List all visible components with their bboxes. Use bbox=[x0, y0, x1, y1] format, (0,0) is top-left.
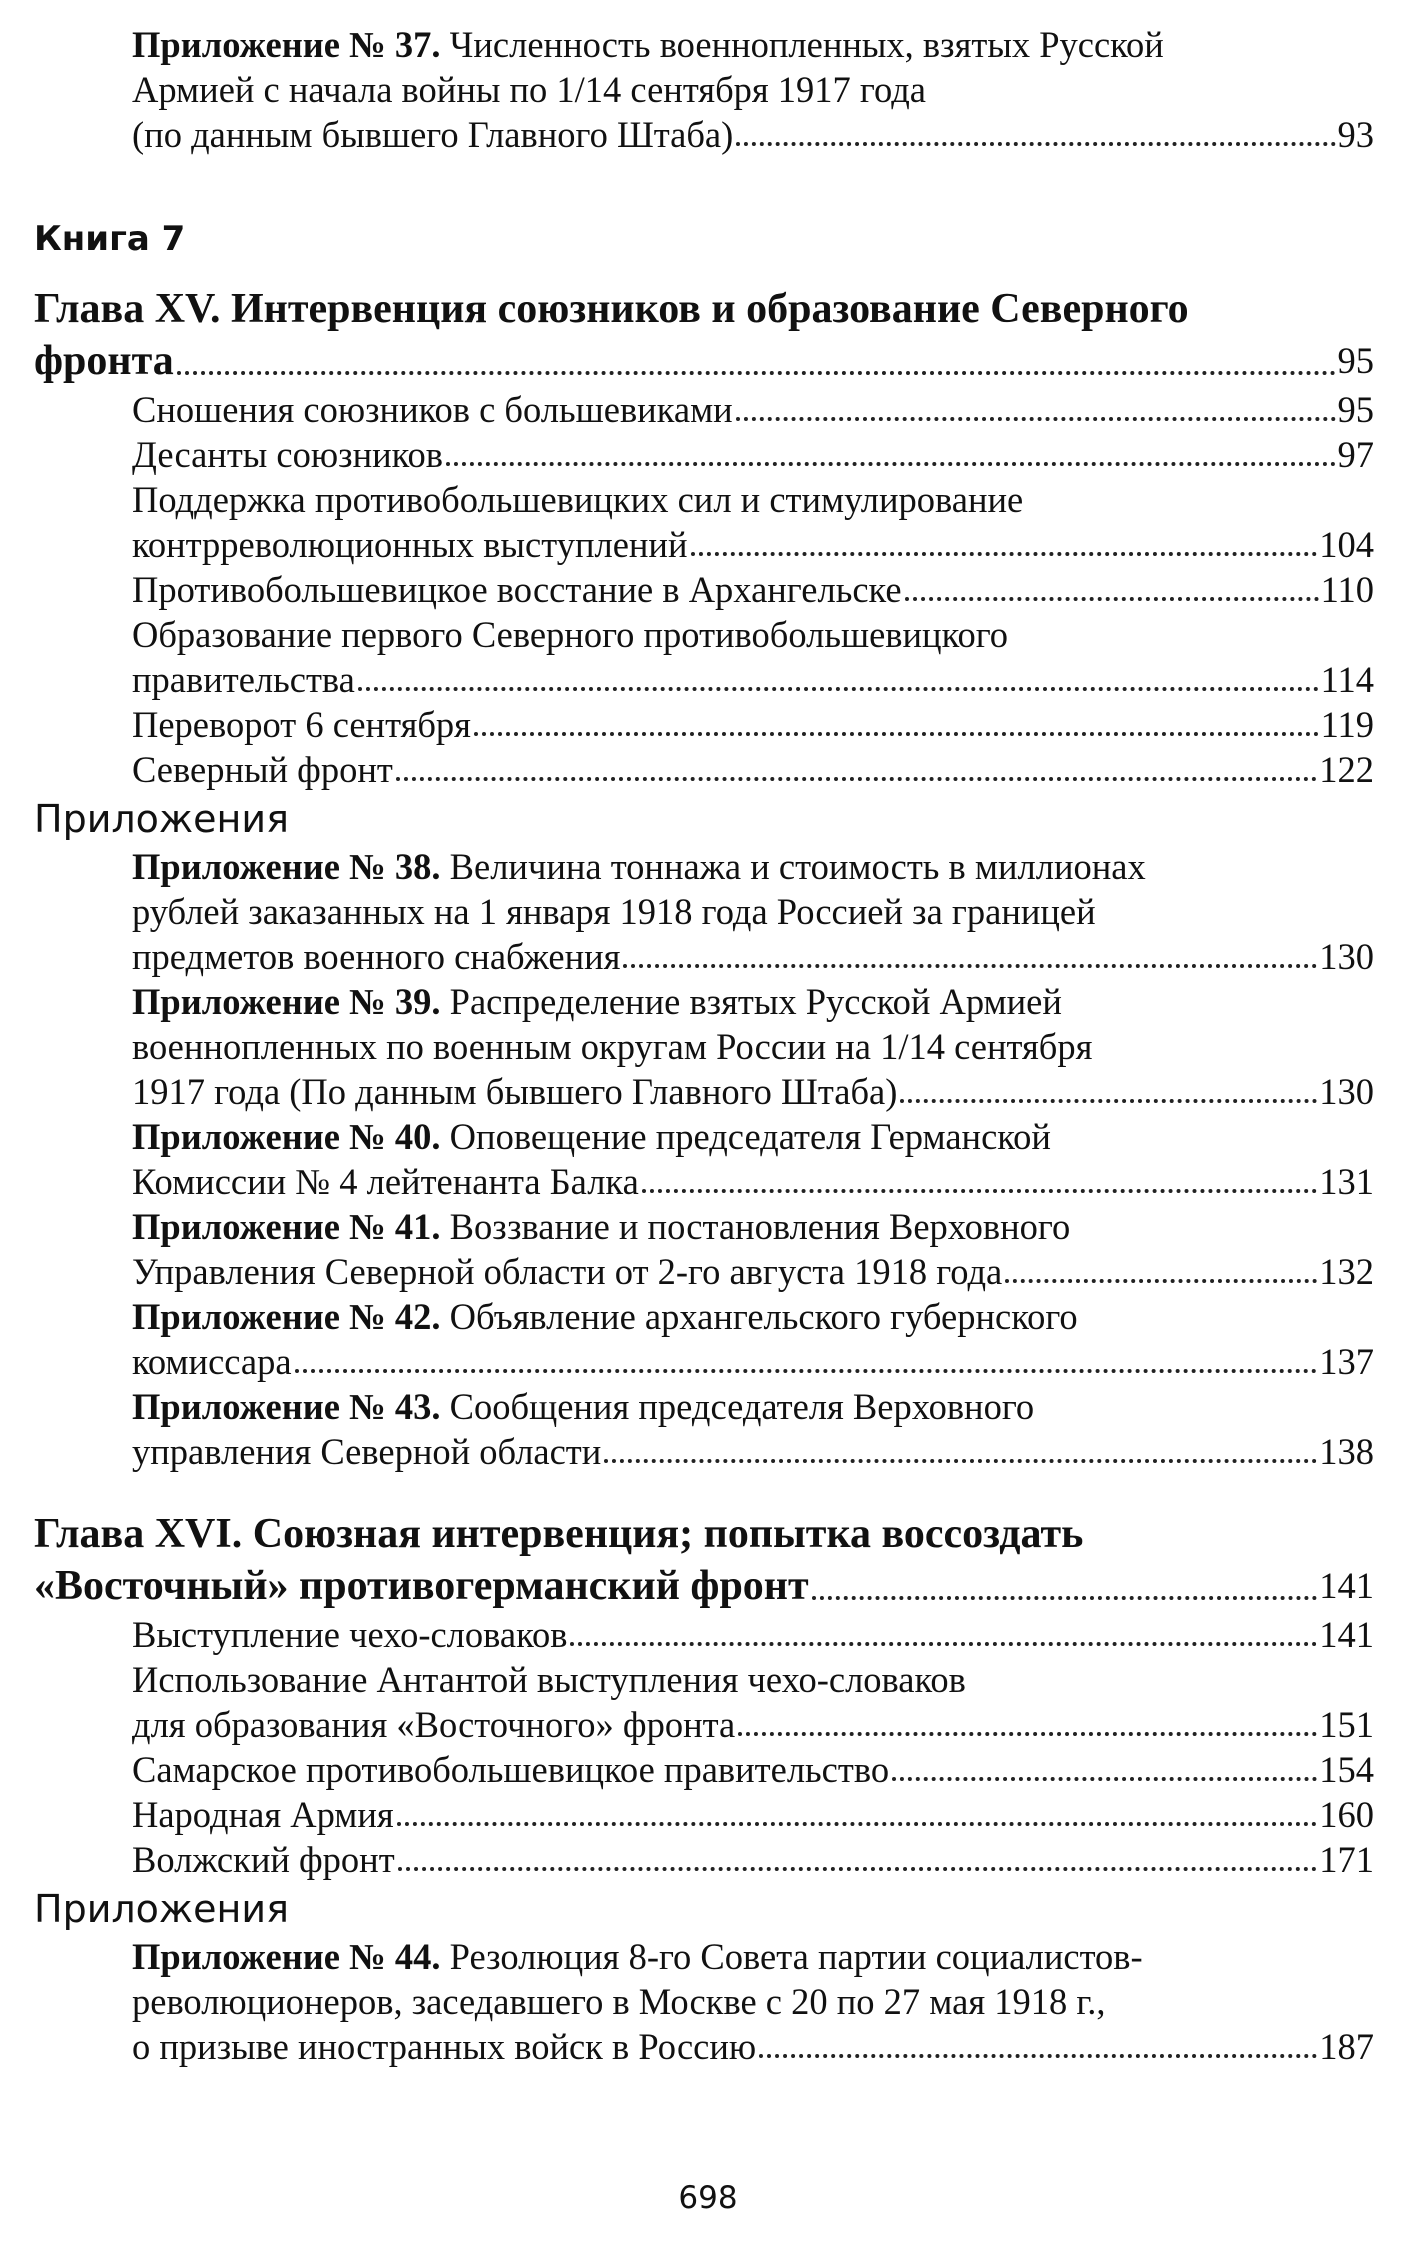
toc-line bbox=[132, 1429, 1374, 1474]
toc-line bbox=[132, 1702, 1374, 1747]
toc-entry bbox=[34, 477, 1374, 567]
appendices-heading: Приложения bbox=[34, 1887, 289, 1931]
appendix-first-line bbox=[132, 979, 1374, 1024]
toc-entry-appendix bbox=[34, 844, 1374, 979]
entry-text: Противобольшевицкое восстание в Архангельске bbox=[132, 569, 902, 610]
page-number: 137 bbox=[1319, 1341, 1374, 1382]
chapter-title: «Восточный» противогерманский фронт bbox=[34, 1563, 809, 1609]
page-number: 132 bbox=[1319, 1251, 1374, 1292]
toc-line bbox=[132, 657, 1374, 702]
entry-text: Десанты союзников bbox=[132, 434, 443, 475]
entry-text: Поддержка противобольшевицких сил и стимулирование bbox=[132, 479, 1024, 520]
leader-dots bbox=[295, 1369, 1318, 1373]
appendices-heading: Приложения bbox=[34, 797, 289, 841]
toc-line bbox=[132, 387, 1374, 432]
appendix-first-line bbox=[132, 1204, 1374, 1249]
appendix-list bbox=[34, 844, 1374, 1474]
appendix-list bbox=[34, 1934, 1374, 2069]
toc-entry bbox=[34, 387, 1374, 432]
entry-text: Северный фронт bbox=[132, 749, 393, 790]
leader-dots bbox=[177, 371, 1336, 375]
page-number: 154 bbox=[1319, 1749, 1374, 1790]
entry-text: Образование первого Северного противобольшевицкого bbox=[132, 614, 1009, 655]
entry-text: Выступление чехо-словаков bbox=[132, 1614, 568, 1655]
toc-entry-appendix bbox=[34, 1384, 1374, 1474]
page-number: 93 bbox=[1337, 114, 1374, 155]
toc-entry-appendix bbox=[34, 1934, 1374, 2069]
entry-text: комиссара bbox=[132, 1341, 292, 1382]
appendix-label: Приложение № 42. bbox=[132, 1296, 441, 1337]
leader-dots bbox=[358, 687, 1319, 691]
leader-dots bbox=[738, 1732, 1317, 1736]
toc-line bbox=[132, 1249, 1374, 1294]
toc-entry-appendix-37 bbox=[34, 22, 1374, 157]
page-number: 130 bbox=[1319, 936, 1374, 977]
appendix-label: Приложение № 41. bbox=[132, 1206, 441, 1247]
toc-line bbox=[132, 1792, 1374, 1837]
appendix-label: Приложение № 43. bbox=[132, 1386, 441, 1427]
appendix-text: военнопленных по военным округам России на 1/14 сентября bbox=[132, 1026, 1093, 1067]
entry-text: о призыве иностранных войск в Россию bbox=[132, 2026, 757, 2067]
entry-text: 1917 года (По данным бывшего Главного Штаба) bbox=[132, 1071, 898, 1112]
toc-entry-appendix bbox=[34, 1294, 1374, 1384]
entry-text: для образования «Восточного» фронта bbox=[132, 1704, 736, 1745]
toc-entry bbox=[34, 567, 1374, 612]
page-number: 187 bbox=[1319, 2026, 1374, 2067]
page-number: 138 bbox=[1319, 1431, 1374, 1472]
leader-dots bbox=[397, 1822, 1318, 1826]
leader-dots bbox=[623, 964, 1317, 968]
toc-line bbox=[132, 747, 1374, 792]
page-number: 110 bbox=[1320, 569, 1374, 610]
page-number: 95 bbox=[1337, 340, 1374, 381]
toc-entry bbox=[34, 612, 1374, 702]
leader-dots bbox=[1005, 1279, 1317, 1283]
page-number: 104 bbox=[1319, 524, 1374, 565]
page-number: 151 bbox=[1319, 1704, 1374, 1745]
appendix-text: Численность военнопленных, взятых Русской bbox=[449, 24, 1164, 65]
toc-line bbox=[132, 567, 1374, 612]
page-number: 95 bbox=[1337, 389, 1374, 430]
page-number: 171 bbox=[1319, 1839, 1374, 1880]
page-number: 141 bbox=[1319, 1614, 1374, 1655]
appendix-first-line bbox=[132, 1384, 1374, 1429]
section-list bbox=[34, 387, 1374, 792]
entry-text: Сношения союзников с большевиками bbox=[132, 389, 733, 430]
leader-dots bbox=[604, 1459, 1317, 1463]
toc-entry bbox=[34, 1612, 1374, 1657]
toc-entry bbox=[34, 1747, 1374, 1792]
leader-dots bbox=[398, 1867, 1318, 1871]
appendix-text: Оповещение председателя Германской bbox=[449, 1116, 1051, 1157]
appendix-label: Приложение № 37. bbox=[132, 24, 441, 65]
leader-dots bbox=[691, 552, 1318, 556]
leader-dots bbox=[736, 142, 1335, 146]
page-number: 119 bbox=[1320, 704, 1374, 745]
toc-entry bbox=[34, 432, 1374, 477]
leader-dots bbox=[812, 1596, 1318, 1600]
toc-line bbox=[132, 1612, 1374, 1657]
page-folio: 698 bbox=[678, 2180, 738, 2216]
table-of-contents bbox=[34, 22, 1374, 2069]
toc-line bbox=[132, 702, 1374, 747]
entry-text: Управления Северной области от 2-го августа 1918 года bbox=[132, 1251, 1003, 1292]
appendix-text: Сообщения председателя Верховного bbox=[449, 1386, 1035, 1427]
page-number: 97 bbox=[1337, 434, 1374, 475]
appendix-text: революционеров, заседавшего в Москве с 20 по 27 мая 1918 г., bbox=[132, 1981, 1106, 2022]
leader-dots bbox=[905, 597, 1319, 601]
toc-line bbox=[132, 1069, 1374, 1114]
entry-text: Комиссии № 4 лейтенанта Балка bbox=[132, 1161, 639, 1202]
page-number: 141 bbox=[1319, 1565, 1374, 1606]
leader-dots bbox=[446, 462, 1336, 466]
appendix-text: Воззвание и постановления Верховного bbox=[449, 1206, 1071, 1247]
toc-entry bbox=[34, 702, 1374, 747]
appendix-label: Приложение № 40. bbox=[132, 1116, 441, 1157]
appendix-label: Приложение № 38. bbox=[132, 846, 441, 887]
appendix-text: рублей заказанных на 1 января 1918 года Россией за границей bbox=[132, 891, 1096, 932]
leader-dots bbox=[642, 1189, 1317, 1193]
page-number: 114 bbox=[1320, 659, 1374, 700]
page-number: 131 bbox=[1319, 1161, 1374, 1202]
toc-line bbox=[132, 1747, 1374, 1792]
entry-text: правительства bbox=[132, 659, 355, 700]
appendix-label: Приложение № 44. bbox=[132, 1936, 441, 1977]
appendix-text: Армией с начала войны по 1/14 сентября 1917 года bbox=[132, 69, 926, 110]
chapter-title: фронта bbox=[34, 338, 174, 384]
entry-text: Народная Армия bbox=[132, 1794, 394, 1835]
toc-line bbox=[132, 2024, 1374, 2069]
page-number: 160 bbox=[1319, 1794, 1374, 1835]
entry-text: предметов военного снабжения bbox=[132, 936, 621, 977]
toc-line bbox=[132, 1837, 1374, 1882]
leader-dots bbox=[900, 1099, 1317, 1103]
toc-entry-appendix bbox=[34, 1204, 1374, 1294]
toc-entry bbox=[34, 1837, 1374, 1882]
appendix-label: Приложение № 39. bbox=[132, 981, 441, 1022]
entry-text: контрреволюционных выступлений bbox=[132, 524, 688, 565]
toc-entry bbox=[34, 747, 1374, 792]
toc-line bbox=[132, 1339, 1374, 1384]
entry-text: Волжский фронт bbox=[132, 1839, 395, 1880]
entry-text: управления Северной области bbox=[132, 1431, 602, 1472]
page-number: 130 bbox=[1319, 1071, 1374, 1112]
entry-text: Самарское противобольшевицкое правительство bbox=[132, 1749, 890, 1790]
toc-line bbox=[132, 934, 1374, 979]
appendix-text: Резолюция 8-го Совета партии социалистов- bbox=[449, 1936, 1143, 1977]
entry-text: Переворот 6 сентября bbox=[132, 704, 471, 745]
toc-entry-appendix bbox=[34, 979, 1374, 1114]
chapter-title: Глава XVI. Союзная интервенция; попытка воссоздать bbox=[34, 1511, 1084, 1557]
leader-dots bbox=[892, 1777, 1317, 1781]
toc-entry bbox=[34, 1657, 1374, 1747]
toc-entry-appendix bbox=[34, 1114, 1374, 1204]
leader-dots bbox=[759, 2054, 1317, 2058]
appendix-first-line bbox=[132, 1294, 1374, 1339]
toc-entry bbox=[34, 1792, 1374, 1837]
chapter-title: Глава XV. Интервенция союзников и образование Северного bbox=[34, 286, 1189, 332]
toc-line bbox=[132, 522, 1374, 567]
book-heading: Книга 7 bbox=[34, 219, 186, 259]
leader-dots bbox=[396, 777, 1317, 781]
toc-line bbox=[132, 1159, 1374, 1204]
leader-dots bbox=[474, 732, 1319, 736]
appendix-text: (по данным бывшего Главного Штаба) bbox=[132, 114, 734, 155]
entry-text: Использование Антантой выступления чехо-словаков bbox=[132, 1659, 966, 1700]
appendix-first-line bbox=[132, 1934, 1374, 1979]
appendix-first-line bbox=[132, 844, 1374, 889]
section-list bbox=[34, 1612, 1374, 1882]
leader-dots bbox=[570, 1642, 1317, 1646]
appendix-text: Объявление архангельского губернского bbox=[449, 1296, 1078, 1337]
page-number: 122 bbox=[1319, 749, 1374, 790]
appendix-first-line bbox=[132, 1114, 1374, 1159]
appendix-text: Величина тоннажа и стоимость в миллионах bbox=[449, 846, 1146, 887]
leader-dots bbox=[736, 417, 1336, 421]
appendix-text: Распределение взятых Русской Армией bbox=[449, 981, 1062, 1022]
toc-line bbox=[132, 432, 1374, 477]
